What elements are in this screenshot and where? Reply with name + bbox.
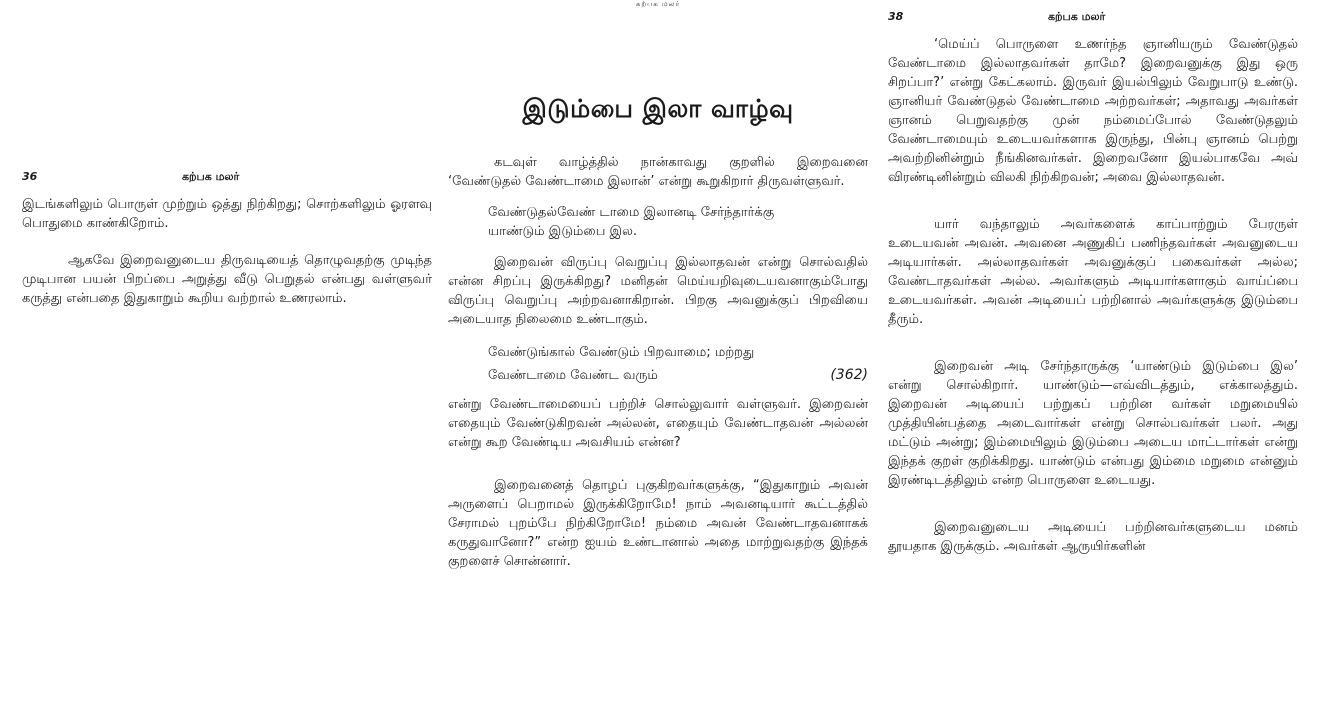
kural-couplet [488, 343, 868, 385]
paragraph: இறைவன் அடி சேர்ந்தாருக்கு ‘யாண்டும் இடும்பை இல’ என்று சொல்கிறார். யாண்டும்—எவ்விடத்தும், எக்காலத்தும். இறைவன் அடியைப் பற்றுகப் பற்றின வர்கள் மறுமையில் முத்தியின்பத்தை அடைவார்கள் என்று சொல்பவர்கள் பலர். அது மட்டும் அன்று; இம்மையிலும் இடும்பை அடைய மாட்டார்கள் என்று இந்தக் குறள் குறிக்கிறது. யாண்டும் என்பது இம்மை மறுமை என்னும் இரண்டிடத்திலும் என்ற பொருளை உடையது. [888, 359, 1298, 488]
kural-line: வேண்டாமை வேண்ட வரும் [488, 368, 658, 383]
kural-line: வேண்டுதல்வேண் டாமை இலானடி சேர்ந்தார்க்கு [488, 205, 775, 220]
kural-line: வேண்டுங்கால் வேண்டும் பிறவாமை; மற்றது [488, 345, 755, 360]
paragraph: இறைவனுடைய அடியைப் பற்றினவர்களுடைய மனம் தூயதாக இருக்கும். அவர்கள் ஆருயிர்களின் [888, 520, 1298, 554]
kural-line: யாண்டும் இடும்பை இல. [488, 224, 638, 239]
paragraph: என்று வேண்டாமையைப் பற்றிச் சொல்லுவார் வள்ளுவர். இறைவன் எதையும் வேண்டுகிறவன் அல்லன், எதையும் வேண்டாதவன் அல்லன் என்று கூற வேண்டிய அவசியம் என்ன? [448, 397, 868, 450]
kural-number: (362) [830, 367, 868, 383]
running-title: கற்பக மலர் [182, 170, 240, 183]
page-header [22, 170, 432, 185]
paragraph: இறைவன் விருப்பு வெறுப்பு இல்லாதவன் என்று சொல்வதில் என்ன சிறப்பு இருக்கிறது? மனிதன் மெய்யறிவுடையவனாகும்போது விருப்பு வெறுப்பு அற்றவனாகிறான். பிறகு அவனுக்குப் பிறவியை அடையாத நிலைமை உண்டாகும். [448, 255, 868, 327]
paragraph: இடங்களிலும் பொருள் முற்றும் ஒத்து நிற்கிறது; சொற்களிலும் ஓரளவு பொதுமை காண்கிறோம். [22, 197, 432, 231]
page-number: 36 [22, 170, 38, 183]
running-title: கற்பக மலர் [1048, 10, 1106, 23]
paragraph: கடவுள் வாழ்த்தில் நான்காவது குறளில் இறைவனை ‘வேண்டுதல் வேண்டாமை இலான்’ என்று கூறுகிறார் திருவள்ளுவர். [448, 155, 868, 189]
kural-couplet [488, 203, 868, 241]
paragraph: ‘மெய்ப் பொருளை உணர்ந்த ஞானியரும் வேண்டுதல் வேண்டாமை இல்லாதவர்கள் தாமே? இறைவனுக்கு இது ஒரு சிறப்பா?’ என்று கேட்கலாம். இருவர் இயல்பிலும் வேறுபாடு உண்டு. ஞானியர் வேண்டுதல் வேண்டாமை அற்றவர்கள்; அதாவது அவர்கள் ஞானம் பெறுவதற்கு முன் நம்மைப்போல் வேண்டுதலும் வேண்டாமையும் உடையவர்களாக இருந்து, பின்பு ஞானம் பெற்று அவற்றினின்றும் நீங்கினவர்கள். இறைவனோ இயல்பாகவே அவ் விரண்டினின்றும் விலகி நிற்கிறவன்; அவை இல்லாதவன். [888, 37, 1298, 185]
middle-page [448, 0, 868, 571]
paragraph: யார் வந்தாலும் அவர்களைக் காப்பாற்றும் பேரருள் உடையவன் அவன். அவனை அணுகிப் பணிந்தவர்கள் அவனுடைய அடியார்கள். அல்லாதவர்கள் அவனுக்குப் பகைவர்கள் அல்ல; வேண்டாதவர்கள் அல்ல. அவர்களும் அடியார்களாகும் வாய்ப்பை உடையவர்கள். அவன் அடியைப் பற்றினால் அவர்களுக்கு இடும்பை தீரும். [888, 217, 1298, 327]
cut-running-title: கற்பக மலர் [635, 0, 681, 8]
chapter-title: இடும்பை இலா வாழ்வு [522, 94, 794, 123]
page-number: 38 [888, 10, 904, 23]
paragraph: ஆகவே இறைவனுடைய திருவடியைத் தொழுவதற்கு முடிந்த முடிபான பயன் பிறப்பை அறுத்து வீடு பெறுதல் என்பது வள்ளுவர் கருத்து என்பதை இதுகாறும் கூறிய வற்றால் உணரலாம். [22, 253, 432, 306]
page-header [888, 10, 1298, 25]
right-page [888, 10, 1298, 556]
left-page [22, 170, 432, 308]
paragraph: இறைவனைத் தொழப் புகுகிறவர்களுக்கு, “இதுகாறும் அவன் அருளைப் பெறாமல் இருக்கிறோமே! நாம் அவனடியார் கூட்டத்தில் சேராமல் புறம்பே நிற்கிறோமே! நம்மை அவன் வேண்டாதவனாகக் கருதுவானோ?” என்ற ஐயம் உண்டானால் அதை மாற்றுவதற்கு இந்தக் குறளைச் சொன்னார். [448, 478, 868, 569]
